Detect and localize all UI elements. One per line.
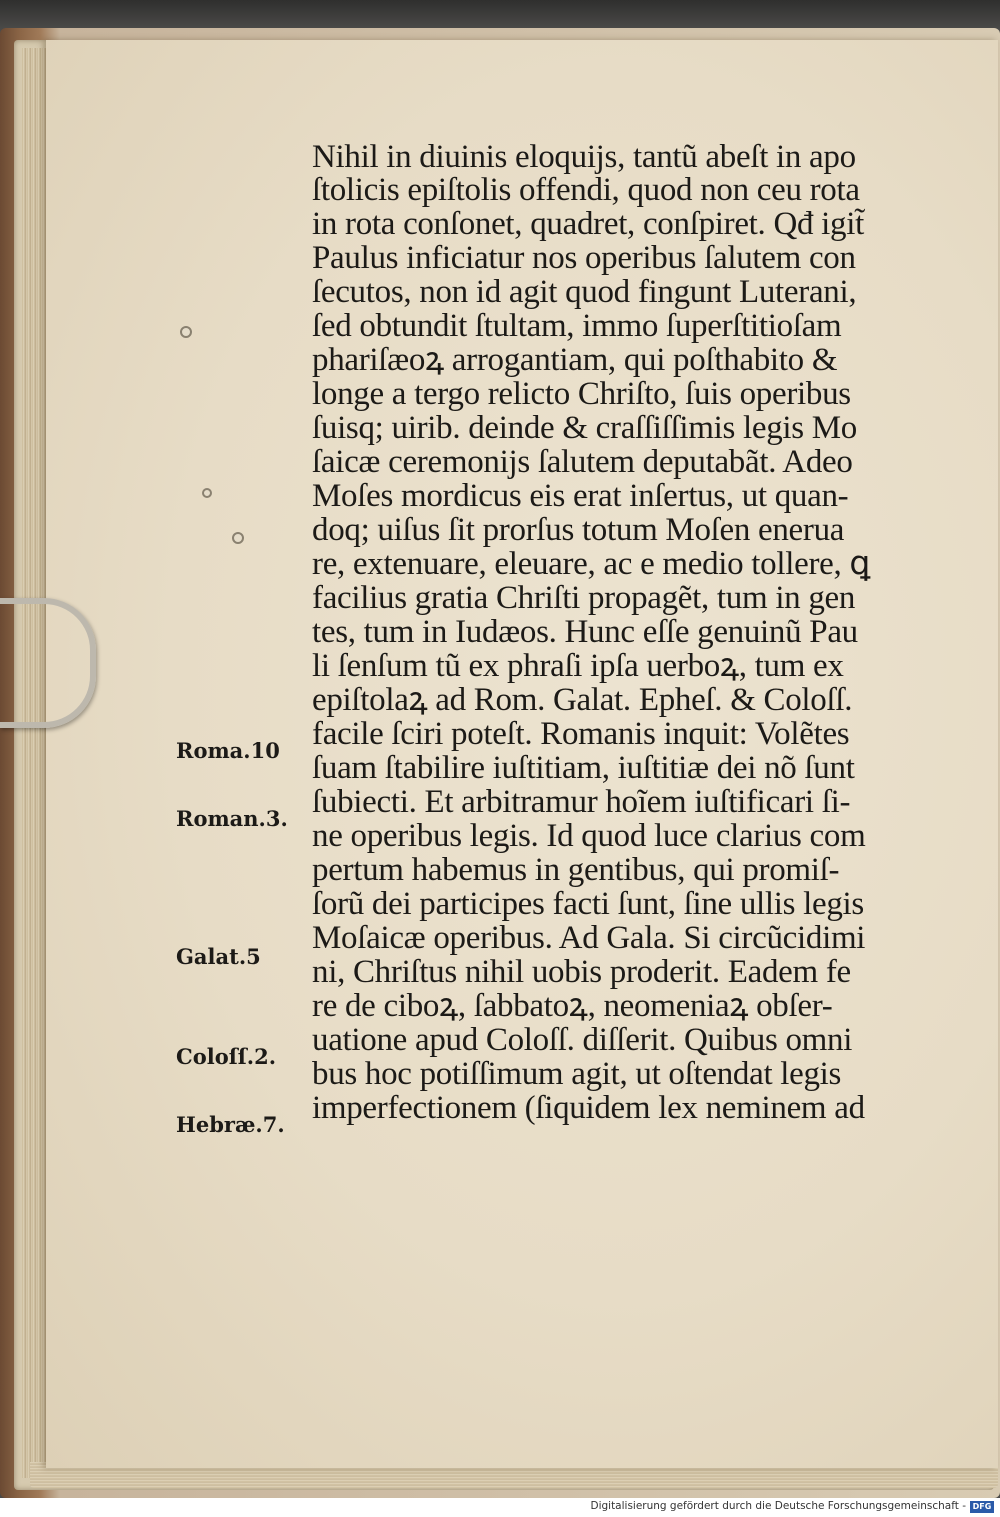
text-line: ſed obtundit ſtultam, immo ſuperſtitioſam [312, 308, 842, 344]
text-line: ſuisq; uirib. deinde & craſſiſſimis legis Mo [312, 410, 857, 446]
text-line: Moſaicæ operibus. Ad Gala. Si circũcidimi [312, 920, 866, 956]
text-line: doq; uiſus ſit prorſus totum Moſen enerua [312, 512, 845, 548]
margin-note: Hebræ.7. [176, 1112, 285, 1137]
text-line: facile ſciri poteſt. Romanis inquit: Volẽtes [312, 716, 850, 752]
text-line: li ſenſum tũ ex phraſi ipſa uerboꝝ, tum ex [312, 648, 844, 684]
text-line: in rota conſonet, quadret, conſpiret. Qđ igit̃ [312, 206, 864, 242]
page-edge-stack [22, 48, 48, 1478]
text-line: ſorũ dei participes facti ſunt, ſine ullis legis [312, 886, 864, 922]
page-hole [202, 488, 212, 498]
page-hole [180, 326, 192, 338]
text-line: ne operibus legis. Id quod luce clarius com [312, 818, 866, 854]
text-line: re, extenuare, eleuare, ac e medio tollere, ꝗ [312, 546, 871, 582]
text-line: uatione apud Coloſſ. diſſerit. Quibus omni [312, 1022, 853, 1058]
book-clasp [0, 598, 96, 728]
text-line: longe a tergo relicto Chriſto, ſuis operibus [312, 376, 851, 412]
margin-note: Roma.10 [176, 738, 280, 763]
footer-credit: Digitalisierung gefördert durch die Deutsche Forschungsgemeinschaft - [590, 1500, 966, 1512]
text-line: bus hoc potiſſimum agit, ut oſtendat legis [312, 1056, 842, 1092]
margin-note: Galat.5 [176, 944, 261, 969]
dfg-logo: DFG [970, 1501, 994, 1513]
text-line: ſuam ſtabilire iuſtitiam, iuſtitiæ dei nõ ſunt [312, 750, 855, 786]
text-line: ſtolicis epiſtolis offendi, quod non ceu rota [312, 172, 860, 208]
text-line: ſecutos, non id agit quod fingunt Luterani, [312, 274, 857, 310]
margin-note: Coloſſ.2. [176, 1044, 277, 1069]
text-line: Moſes mordicus eis erat inſertus, ut quan- [312, 478, 849, 514]
text-line: pertum habemus in gentibus, qui promiſ- [312, 852, 840, 888]
margin-note: Roman.3. [176, 806, 288, 831]
page-hole [232, 532, 244, 544]
text-line: ni, Chriſtus nihil uobis proderit. Eadem fe [312, 954, 851, 990]
text-line: tes, tum in Iudæos. Hunc eſſe genuinũ Pau [312, 614, 858, 650]
text-line: re de ciboꝝ, ſabbatoꝝ, neomeniaꝝ obſer- [312, 988, 833, 1024]
text-line: imperfectionem (ſiquidem lex neminem ad [312, 1090, 865, 1126]
text-line: Nihil in diuinis eloquijs, tantũ abeſt in apo [312, 139, 856, 175]
text-line: Paulus inficiatur nos operibus ſalutem con [312, 240, 856, 276]
text-line: epiſtolaꝝ ad Rom. Galat. Epheſ. & Coloſſ. [312, 682, 853, 718]
text-line: phariſæoꝝ arrogantiam, qui poſthabito & [312, 342, 838, 378]
text-line: facilius gratia Chriſti propagẽt, tum in gen [312, 580, 856, 616]
text-line: ſubiecti. Et arbitramur hoĩem iuſtificari ſi- [312, 784, 851, 820]
text-line: ſaicæ ceremonijs ſalutem deputabãt. Adeo [312, 444, 853, 480]
